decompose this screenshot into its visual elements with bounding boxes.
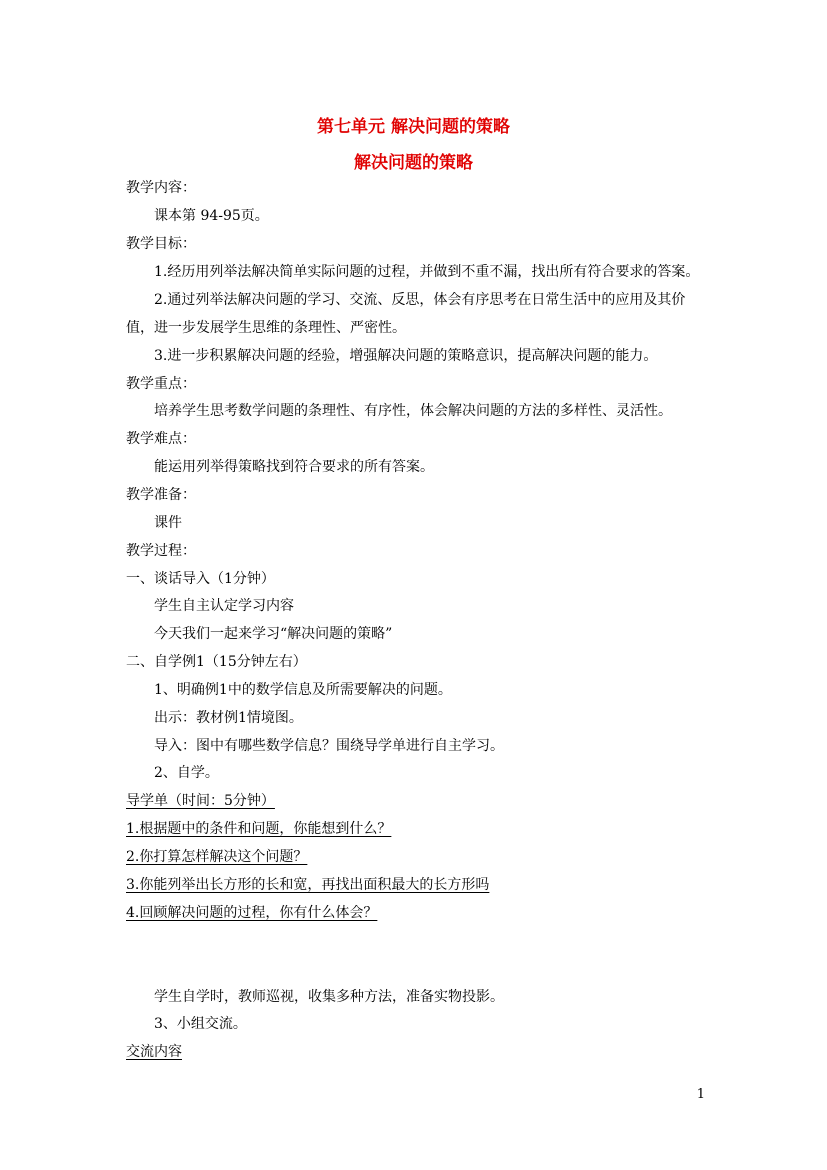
paragraph: 导入：图中有哪些数学信息？围绕导学单进行自主学习。 <box>154 738 504 754</box>
paragraph: 课本第 94-95页。 <box>154 208 269 224</box>
exchange-heading: 交流内容 <box>126 1044 182 1060</box>
paragraph: 课件 <box>154 515 182 531</box>
document-subtitle: 解决问题的策略 <box>354 153 473 173</box>
paragraph: 3、小组交流。 <box>154 1016 247 1032</box>
paragraph: 培养学生思考数学问题的条理性、有序性，体会解决问题的方法的多样性、灵活性。 <box>154 403 672 419</box>
worksheet-item: 3.你能列举出长方形的长和宽，再找出面积最大的长方形吗 <box>126 877 490 893</box>
page-number: 1 <box>696 1087 705 1102</box>
section-heading: 教学内容： <box>126 180 196 196</box>
section-heading: 教学重点： <box>126 376 196 392</box>
section-heading: 教学过程： <box>126 543 196 559</box>
step-heading: 一、谈话导入（1分钟） <box>126 571 275 587</box>
paragraph: 学生自主认定学习内容 <box>154 598 294 614</box>
paragraph: 2、自学。 <box>154 765 219 781</box>
paragraph: 今天我们一起来学习“解决问题的策略” <box>154 626 393 642</box>
section-heading: 教学准备： <box>126 487 196 503</box>
section-heading: 教学目标： <box>126 236 196 252</box>
document-title: 第七单元 解决问题的策略 <box>317 117 510 137</box>
paragraph: 2.通过列举法解决问题的学习、交流、反思，体会有序思考在日常生活中的应用及其价 <box>154 292 686 308</box>
worksheet-item: 1.根据题中的条件和问题，你能想到什么？ <box>126 821 392 837</box>
paragraph: 值，进一步发展学生思维的条理性、严密性。 <box>126 320 406 336</box>
paragraph: 出示：教材例1情境图。 <box>154 710 303 726</box>
paragraph: 3.进一步积累解决问题的经验，增强解决问题的策略意识，提高解决问题的能力。 <box>154 348 658 364</box>
paragraph: 1、明确例1中的数学信息及所需要解决的问题。 <box>154 682 452 698</box>
paragraph: 1.经历用列举法解决简单实际问题的过程，并做到不重不漏，找出所有符合要求的答案。 <box>154 264 700 280</box>
step-heading: 二、自学例1（15分钟左右） <box>126 654 307 670</box>
paragraph: 学生自学时，教师巡视，收集多种方法，准备实物投影。 <box>154 989 504 1005</box>
worksheet-item: 2.你打算怎样解决这个问题？ <box>126 849 308 865</box>
worksheet-item: 4.回顾解决问题的过程，你有什么体会？ <box>126 905 378 921</box>
paragraph: 能运用列举得策略找到符合要求的所有答案。 <box>154 459 434 475</box>
section-heading: 教学难点： <box>126 431 196 447</box>
worksheet-heading: 导学单（时间：5分钟） <box>126 793 275 809</box>
